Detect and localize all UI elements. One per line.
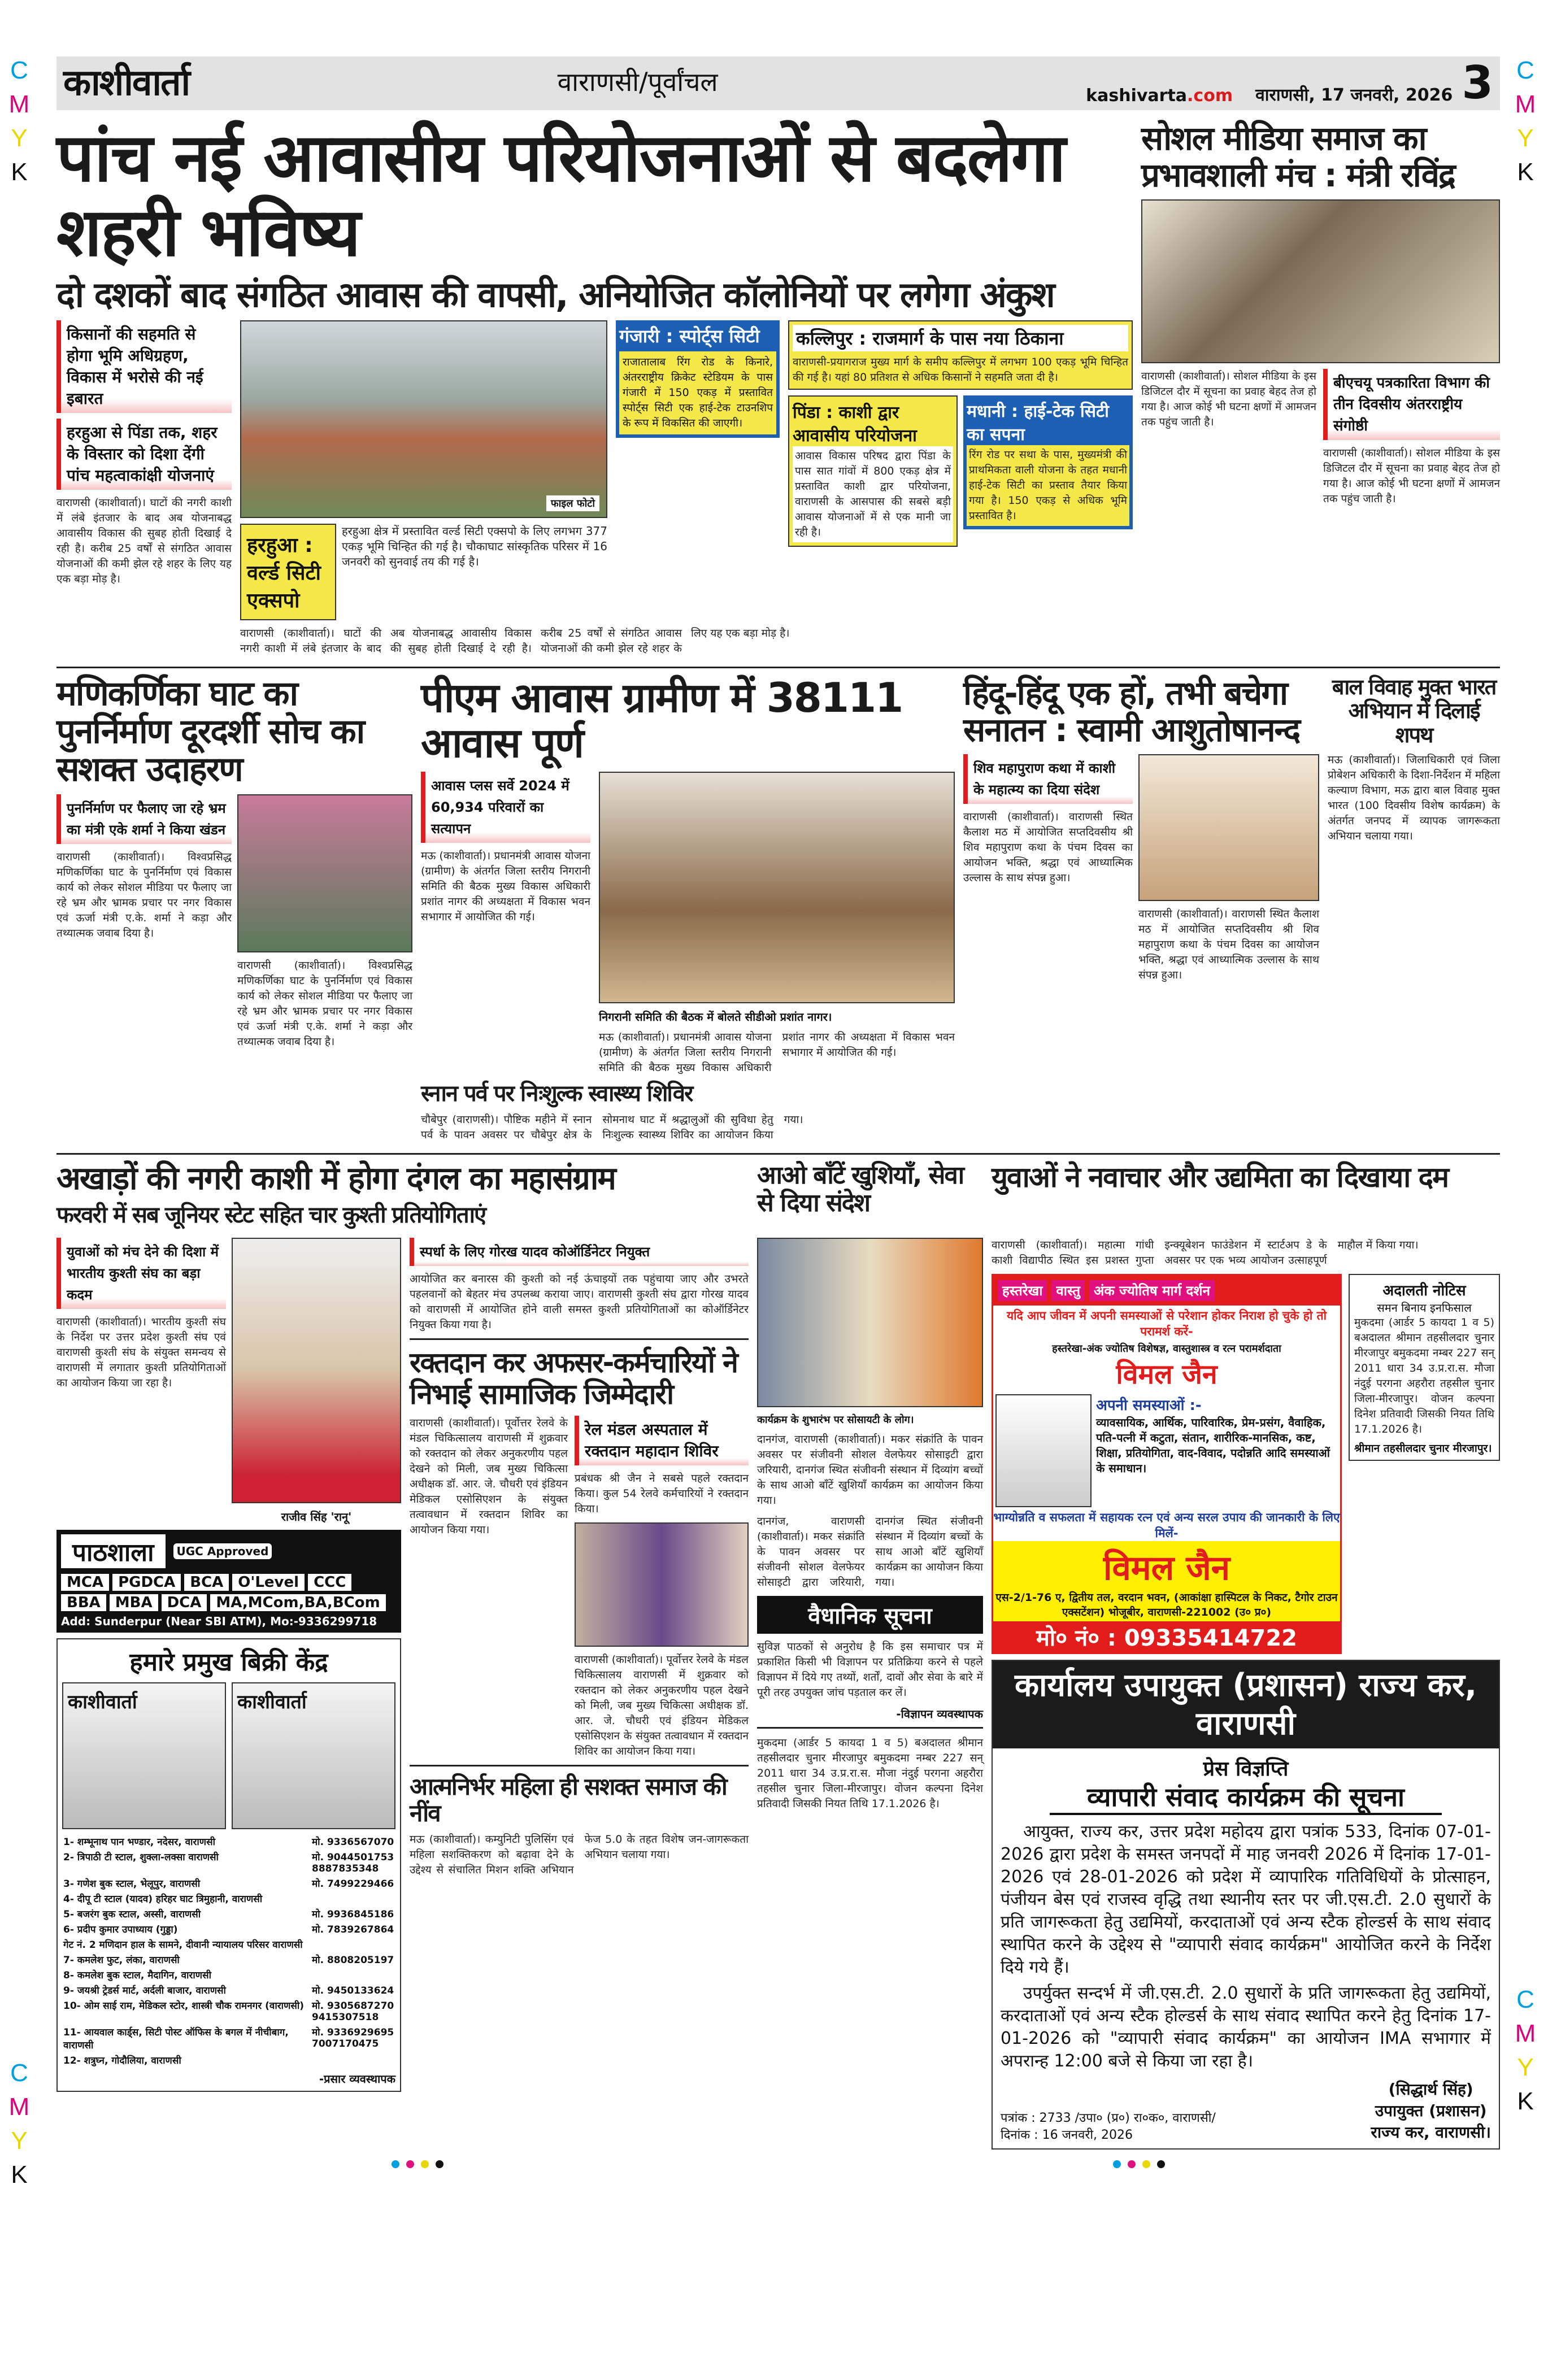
sales-phone	[311, 1967, 395, 1982]
kalipur-box	[788, 320, 1133, 390]
astro-line1: यदि आप जीवन में अपनी समस्याओं से परेशान होकर निराश हो चुके हो तो परामर्श करें-	[1006, 1309, 1327, 1339]
press-release-label: प्रेस विज्ञप्ति	[1203, 1757, 1289, 1781]
harhua-body: हरहुआ क्षेत्र में प्रस्तावित वर्ल्ड सिटी एक्सपो के लिए लगभग 377 एकड़ भूमि चिन्हित की गई है। चौकाघाट सांस्कृतिक परिसर में 16 जनवरी को सुनवाई तय की गई है।	[342, 524, 607, 568]
reg-y: Y	[1517, 2053, 1534, 2081]
reg-c: C	[10, 2059, 28, 2087]
ganjari-box	[616, 320, 780, 438]
color-bar-2	[1110, 2160, 1168, 2170]
course-badge: MBA	[110, 1594, 158, 1611]
registration-marks-right	[1514, 54, 1537, 189]
sales-phone	[311, 1891, 395, 1906]
khushiyan-body-2: दानगंज, वाराणसी (काशीवार्ता)। मकर संक्रांति के पावन अवसर पर संजीवनी सोशल वेलफेयर सोसाइटी द्वारा जरियारी, दानगंज स्थित संजीवनी संस्थान में दिव्यांग बच्चों के साथ आओ बाँटें खुशियाँ कार्यक्रम का आयोजन किया गया।	[757, 1515, 983, 1589]
khushiyan-headline: आओ बाँटें खुशियाँ, सेवा से दिया संदेश	[757, 1160, 964, 1218]
astro-line2: हस्तरेखा-अंक ज्योतिष विशेषज्ञ, वास्तुशास्त्र व रत्न परामर्शदाता	[1052, 1343, 1281, 1355]
state-tax-notice	[992, 1660, 1500, 2150]
sales-phone: मो. 9336929695 7007170475	[312, 2027, 394, 2050]
balvivah-story	[1328, 675, 1500, 845]
course-badge: CCC	[308, 1574, 351, 1591]
site-tld: .com	[1187, 86, 1233, 106]
course-badge: O'Level	[232, 1574, 305, 1591]
sales-phone: मो. 9044501753 8887835348	[312, 1852, 394, 1875]
problems-list: व्यावसायिक, आर्थिक, पारिवारिक, प्रेम-प्रसंग, वैवाहिक, पति-पत्नी में कटुता, संतान, शारीरिक-मानसिक, कष्ट, शिक्षा, प्रतियोगिता, वाद-विवाद, पदोन्नति आदि समस्याओं के समाधान।	[1096, 1416, 1330, 1476]
yuva-body: वाराणसी (काशीवार्ता)। महात्मा गांधी काशी विद्यापीठ स्थित इस प्रशस्त गुप्ता इन्क्यूबेशन फाउंडेशन में स्टार्टअप डे के अवसर पर एक भव्य आयोजन उत्साहपूर्ण माहौल में किया गया।	[992, 1239, 1419, 1267]
reg-k: K	[1517, 2087, 1534, 2115]
sales-name: 8- कमलेश बुक स्टाल, मैदागिन, वाराणसी	[63, 1970, 211, 1982]
site-name: kashivarta	[1086, 86, 1188, 106]
kalipur-title: कल्लिपुर : राजमार्ग के पास नया ठिकाना	[793, 325, 1128, 351]
reg-c: C	[10, 56, 28, 84]
akhara-headline: अखाड़ों की नगरी काशी में होगा दंगल का महासंग्राम	[56, 1160, 615, 1197]
notice-footer: श्रीमान तहसीलदार चुनार मीरजापुर।	[1354, 1442, 1492, 1455]
social-story	[1141, 120, 1500, 507]
sales-phone: मो. 9936845186	[312, 1909, 394, 1921]
sales-row	[62, 1952, 395, 1967]
kalipur-body: वाराणसी-प्रयागराज मुख्य मार्ग के समीप कल्लिपुर में लगभग 100 एकड़ भूमि चिन्हित की गई है। यहां 80 प्रतिशत से अधिक किसानों ने सहमति जता दी है।	[793, 355, 1128, 384]
hindu-kicker: शिव महापुराण कथा में काशी के महात्म्य का दिया संदेश	[963, 754, 1133, 804]
pmay-kicker: आवास प्लस सर्वे 2024 में 60,934 परिवारों का सत्यापन	[421, 772, 590, 843]
court-notice	[1349, 1274, 1500, 1461]
rajeev-photo-caption: राजीव सिंह 'रानू'	[281, 1510, 352, 1524]
sales-row	[62, 2024, 395, 2052]
reg-m: M	[8, 90, 30, 118]
registration-marks-bottom-right	[1514, 1983, 1537, 2118]
issue-date: वाराणसी, 17 जनवरी, 2026	[1255, 85, 1453, 105]
tax-notice-subtitle: व्यापारी संवाद कार्यक्रम की सूचना	[1050, 1782, 1442, 1815]
pinda-box	[788, 395, 958, 547]
raktdan-headline: रक्तदान कर अफसर-कर्मचारियों ने निभाई सामाजिक जिम्मेदारी	[410, 1338, 749, 1410]
pmay-headline: पीएम आवास ग्रामीण में 38111 आवास पूर्ण	[421, 673, 903, 767]
social-headline: सोशल मीडिया समाज का प्रभावशाली मंच : मंत्री रविंद्र	[1141, 119, 1455, 194]
registration-marks-bottom-left	[8, 2056, 31, 2192]
ref-number: पत्रांक : 2733 /उपा० (प्र०) रा०क०, वाराणसी/	[1001, 2111, 1216, 2125]
hindu-headline: हिंदू-हिंदू एक हों, तभी बचेगा सनातन : स्वामी आशुतोषानन्द	[963, 673, 1300, 749]
sales-row	[62, 1921, 395, 1937]
third-section	[56, 1238, 1500, 2150]
lead-kicker-1: किसानों की सहमति से होगा भूमि अधिग्रहण, विकास में भरोसे की नई इबारत	[56, 320, 232, 413]
social-body: वाराणसी (काशीवार्ता)। सोशल मीडिया के इस डिजिटल दौर में सूचना का प्रवाह बेहद तेज हो गया है। आज कोई भी घटना क्षणों में आमजन तक पहुंच जाती है।	[1141, 369, 1316, 428]
sales-name: 1- शम्भूनाथ पान भण्डार, नदेसर, वाराणसी	[63, 1837, 215, 1848]
lead-body: वाराणसी (काशीवार्ता)। घाटों की नगरी काशी में लंबे इंतजार के बाद अब योजनाबद्ध आवासीय विकास की सुबह होती दिखाई दे रही है। करीब 25 वर्षों से संगठित आवास योजनाओं की कमी झेल रहे शहर के लिए यह एक बड़ा मोड़ है।	[56, 496, 232, 585]
sales-row	[62, 1834, 395, 1849]
newspaper-stack-image-2: काशीवार्ता	[232, 1682, 395, 1829]
ugc-badge: UGC Approved	[173, 1543, 272, 1559]
reg-m: M	[1515, 2020, 1536, 2047]
sales-phone: मो. 9336567070	[312, 1837, 394, 1848]
sales-row	[62, 1876, 395, 1891]
lead-headline: पांच नई आवासीय परियोजनाओं से बदलेगा शहरी भविष्य	[56, 119, 1065, 272]
course-list	[61, 1574, 397, 1611]
hindu-story	[963, 675, 1319, 983]
color-bar	[388, 2160, 447, 2170]
sales-phone: मो. 8808205197	[312, 1955, 394, 1966]
ganjari-body: राजातालाब रिंग रोड के किनारे, अंतरराष्ट्रीय क्रिकेट स्टेडियम के पास गंजारी में 150 एकड़ में प्रस्तावित स्पोर्ट्स सिटी एक हाई-टेक टाउनशिप के रूप में विकसित की जाएगी।	[619, 351, 776, 434]
astro-phone[interactable]: मो० नं० : 09335414722	[993, 1621, 1340, 1652]
raktdan-body: वाराणसी (काशीवार्ता)। पूर्वोत्तर रेलवे के मंडल चिकित्सालय वाराणसी में शुक्रवार को रक्तदान को लेकर अनुकरणीय पहल देखने को मिली, जब मुख्य चिकित्सा अधीक्षक डॉ. आर. जे. चौधरी एवं इंडियन मेडिकल एसोसिएशन के संयुक्त तत्वावधान में रक्तदान शिविर का आयोजन किया गया।	[410, 1417, 568, 1537]
sales-name: गेट नं. 2 मणिदान हाल के सामने, दीवानी न्यायालय परिसर वाराणसी	[63, 1939, 303, 1951]
sales-name: 10- ओम साई राम, मेडिकल स्टोर, शास्त्री चौक रामनगर (वाराणसी)	[63, 2000, 305, 2012]
akhara-subhead: फरवरी में सब जूनियर स्टेट सहित चार कुश्ती प्रतियोगिताएं	[56, 1202, 486, 1228]
astro-name-top: विमल जैन	[1116, 1359, 1217, 1391]
photo-caption: फाइल फोटो	[546, 495, 599, 511]
sales-row	[62, 1998, 395, 2024]
vaidhanik-body: सुविज्ञ पाठकों से अनुरोध है कि इस समाचार पत्र में प्रकाशित किसी भी विज्ञापन पर प्रतिक्रिया करने से पहले विज्ञापन में दिये गए तथ्यों, शर्तों, दावों और सेवा के बारे में पूरी तरह उपयुक्त जांच पड़ताल कर लें।	[757, 1641, 983, 1699]
blood-donation-photo	[575, 1522, 749, 1647]
lead-continued: वाराणसी (काशीवार्ता)। घाटों की नगरी काशी में लंबे इंतजार के बाद अब योजनाबद्ध आवासीय विकास की सुबह होती दिखाई दे रही है। करीब 25 वर्षों से संगठित आवास योजनाओं की कमी झेल रहे शहर के लिए यह एक बड़ा मोड़ है।	[240, 626, 790, 655]
sales-phone: मो. 9305687270 9415307518	[312, 2000, 394, 2024]
newspaper-stack-image: काशीवार्ता	[62, 1682, 226, 1829]
atmanirbhar-body: मऊ (काशीवार्ता)। कम्युनिटी पुलिसिंग एवं महिला सशक्तिकरण को बढ़ावा देने के उद्देश्य से संचालित मिशन शक्ति अभियान फेज 5.0 के तहत विशेष जन-जागरूकता अभियान चलाया गया।	[410, 1833, 749, 1877]
sales-name: 9- जयश्री ट्रेडर्स मार्ट, अर्दली बाजार, वाराणसी	[63, 1985, 226, 1997]
sales-name: 7- कमलेश फुट, लंका, वाराणसी	[63, 1955, 180, 1966]
akhara-kicker-2: स्पर्धा के लिए गोरख यादव कोऑर्डिनेटर नियुक्त	[410, 1238, 749, 1266]
notice-title: अदालती नोटिस	[1382, 1282, 1466, 1300]
astro-line3: भाग्योन्नति व सफलता में सहायक रत्न एवं अन्य सरल उपाय की जानकारी के लिए मिलें-	[993, 1511, 1340, 1541]
astro-address: एस-2/1-76 ए, द्वितीय तल, वरदान भवन, (आकांक्षा हास्पिटल के निकट, टैगोर टाउन एक्सटेंशन) भोजूबीर, वाराणसी-221002 (उ० प्र०)	[995, 1591, 1338, 1619]
reg-y: Y	[1517, 124, 1534, 152]
tag-vastu: वास्तु	[1051, 1280, 1085, 1301]
social-body-2: वाराणसी (काशीवार्ता)। सोशल मीडिया के इस डिजिटल दौर में सूचना का प्रवाह बेहद तेज हो गया है। आज कोई भी घटना क्षणों में आमजन तक पहुंच जाती है।	[1323, 446, 1500, 505]
sales-centres	[56, 1638, 401, 2092]
social-kicker: बीएचयू पत्रकारिता विभाग की तीन दिवसीय अंतरराष्ट्रीय संगोष्ठी	[1323, 369, 1500, 440]
sales-name: 5- बजरंग बुक स्टाल, अस्सी, वाराणसी	[63, 1909, 201, 1921]
page-number: 3	[1462, 56, 1493, 109]
third-section-headlines	[56, 1153, 1500, 1228]
sales-name: 12- शत्रुघ्न, गोदौलिया, वाराणसी	[63, 2055, 181, 2067]
hindu-body-2: वाराणसी (काशीवार्ता)। वाराणसी स्थित कैलाश मठ में आयोजित सप्तदिवसीय श्री शिव महापुराण कथा के पंचम दिवस का आयोजन भक्ति, श्रद्धा एवं आध्यात्मिक उल्लास के साथ संपन्न हुआ।	[1138, 907, 1319, 981]
sales-row	[62, 1849, 395, 1876]
course-badge: MCA	[61, 1574, 109, 1591]
reg-y: Y	[11, 124, 28, 152]
course-badge: BCA	[184, 1574, 229, 1591]
pinda-title: पिंडा : काशी द्वार आवासीय परियोजना	[793, 402, 917, 446]
sales-row	[62, 2052, 395, 2068]
another-notice-body: मुकदमा (आर्डर 5 कायदा 1 व 5) बअदालत श्रीमान तहसीलदार चुनार मीरजापुर बमुकदमा नम्बर 227 सन् 2011 धारा 34 उ.प्र.रा.स. मौजा नंदुई परगना अहरौरा तहसील चुनार जिला-मीरजापुर। वोजन कल्पना दिनेश प्रतिवादी जिसकी नियत तिथि 17.1.2026 है।	[757, 1727, 983, 1812]
course-badge: DCA	[162, 1594, 207, 1611]
course-badge: MA,MCom,BA,BCom	[210, 1594, 385, 1611]
tax-notice-para-1: आयुक्त, राज्य कर, उत्तर प्रदेश महोदय द्वारा पत्रांक 533, दिनांक 07-01-2026 द्वारा प्रदेश के समस्त जनपदों में माह जनवरी 2026 में दिनांक 17-01-2026 एवं 28-01-2026 को प्रदेश में व्यापारिक गतिविधियों के प्रोत्साहन, पंजीयन बेस एवं राजस्व वृद्धि तथा स्थानीय स्तर पर जी.एस.टी. 2.0 सुधारों के प्रति जागरूकता हेतु उद्यमियों, करदाताओं एवं अन्य स्टैक होल्डर्स के साथ संवाद स्थापित करने के उद्देश्य से "व्यापारी संवाद कार्यक्रम" आयोजित करने के निर्देश दिये गये हैं।	[1001, 1821, 1491, 1977]
swami-photo	[1138, 754, 1319, 901]
yuva-headline: युवाओं ने नवाचार और उद्यमिता का दिखाया दम	[992, 1160, 1448, 1194]
pathshala-ad	[56, 1530, 401, 1633]
seminar-photo	[1141, 199, 1500, 363]
sales-footer: -प्रसार व्यवस्थापक	[319, 2072, 395, 2086]
raktdan-body-3: वाराणसी (काशीवार्ता)। पूर्वोत्तर रेलवे के मंडल चिकित्सालय वाराणसी में शुक्रवार को रक्तदान को लेकर अनुकरणीय पहल देखने को मिली, जब मुख्य चिकित्सा अधीक्षक डॉ. आर. जे. चौधरी एवं इंडियन मेडिकल एसोसिएशन के संयुक्त तत्वावधान में रक्तदान शिविर का आयोजन किया गया।	[575, 1654, 749, 1758]
course-badge: PGDCA	[112, 1574, 181, 1591]
meeting-caption: निगरानी समिति की बैठक में बोलते सीडीओ प्रशांत नागर।	[599, 1010, 832, 1024]
manikarnika-body: वाराणसी (काशीवार्ता)। विश्वप्रसिद्ध मणिकर्णिका घाट के पुनर्निर्माण एवं विकास कार्य को लेकर सोशल मीडिया पर फैलाए जा रहे भ्रम और भ्रामक प्रचार पर नगर विकास एवं ऊर्जा मंत्री ए.के. शर्मा ने कड़ा और तथ्यात्मक जवाब दिया है।	[56, 851, 232, 940]
sales-name: 4- दीपू टी स्टाल (यादव) हरिहर घाट त्रिमुहानी, वाराणसी	[63, 1894, 263, 1905]
atmanirbhar-headline: आत्मनिर्भर महिला ही सशक्त समाज की नींव	[410, 1765, 749, 1826]
signer-office: राज्य कर, वाराणसी।	[1371, 2122, 1491, 2142]
madhani-title: मधानी : हाई-टेक सिटी का सपना	[967, 401, 1109, 445]
astrology-ad	[992, 1274, 1342, 1654]
harhua-label: हरहुआ : वर्ल्ड सिटी एक्सपो	[240, 524, 336, 620]
sales-name: 11- आयवाल कार्ड्स, सिटी पोस्ट ऑफिस के बगल में नीचीबाग, वाराणसी	[63, 2027, 289, 2052]
pmay-body: मऊ (काशीवार्ता)। प्रधानमंत्री आवास योजना (ग्रामीण) के अंतर्गत जिला स्तरीय निगरानी समिति की बैठक मुख्य विकास अधिकारी प्रशांत नागर की अध्यक्षता में विकास भवन सभागार में आयोजित की गई।	[421, 850, 590, 923]
society-caption: कार्यक्रम के शुभारंभ पर सोसायटी के लोग।	[757, 1414, 914, 1426]
balvivah-body: मऊ (काशीवार्ता)। जिलाधिकारी एवं जिला प्रोबेशन अधिकारी के दिशा-निर्देशन में महिला कल्याण विभाग, मऊ द्वारा बाल विवाह मुक्त भारत (100 दिवसीय विशेष कार्यक्रम) के अंतर्गत जनपद में व्यापक जागरूकता अभियान चलाया गया।	[1328, 754, 1500, 843]
sales-table	[62, 1834, 395, 2068]
section-title: वाराणसी/पूर्वांचल	[557, 66, 718, 97]
reg-y: Y	[11, 2127, 28, 2155]
sales-row	[62, 1967, 395, 1982]
khushiyan-body: दानगंज, वाराणसी (काशीवार्ता)। मकर संक्रांति के पावन अवसर पर संजीवनी सोशल वेलफेयर सोसाइटी द्वारा जरियारी, दानगंज स्थित संजीवनी संस्थान में दिव्यांग बच्चों के साथ आओ बाँटें खुशियाँ कार्यक्रम का आयोजन किया गया।	[757, 1433, 983, 1507]
raktdan-kicker: रेल मंडल अस्पताल में रक्तदान महादान शिविर	[575, 1416, 749, 1465]
minister-photo	[237, 794, 412, 952]
reg-k: K	[11, 158, 28, 186]
reg-k: K	[11, 2161, 28, 2188]
notice-body: मुकदमा (आर्डर 5 कायदा 1 व 5) बअदालत श्रीमान तहसीलदार चुनार मीरजापुर बमुकदमा नम्बर 227 सन् 2011 धारा 34 उ.प्र.रा.स. मौजा नंदुई परगना अहरौरा तहसील चुनार जिला-मीरजापुर। वोजन कल्पना दिनेश प्रतिवादी जिसकी नियत तिथि 17.1.2026 है।	[1354, 1316, 1494, 1436]
tax-notice-para-2: उपर्युक्त सन्दर्भ में जी.एस.टी. 2.0 सुधारों के प्रति जागरूकता हेतु उद्यमियों, करदाताओं एवं अन्य स्टैक होल्डर्स के साथ संवाद स्थापित करने हेतु दिनांक 17-01-2026 को "व्यापारी संवाद कार्यक्रम" का आयोजन IMA सभागार में अपरान्ह 12:00 बजे से किया जा रहा है।	[1001, 1983, 1491, 2071]
reg-m: M	[1515, 90, 1536, 118]
society-photo	[757, 1238, 983, 1407]
registration-marks-left	[8, 54, 31, 189]
sales-name: 3- गणेश बुक स्टाल, भेलूपुर, वाराणसी	[63, 1878, 201, 1890]
sales-phone: मो. 7499229466	[312, 1878, 394, 1890]
ref-date: दिनांक : 16 जनवरी, 2026	[1001, 2127, 1133, 2142]
sales-row	[62, 1937, 395, 1952]
manikarnika-story	[56, 675, 412, 1050]
tag-palmistry: हस्तरेखा	[998, 1280, 1047, 1301]
course-badge: BBA	[61, 1594, 106, 1611]
madhani-box	[963, 395, 1133, 529]
tag-numerology: अंक ज्योतिष मार्ग दर्शन	[1089, 1280, 1215, 1301]
page-header	[56, 56, 1500, 110]
pinda-body: आवास विकास परिषद द्वारा पिंडा के पास सात गांवों में 800 एकड़ क्षेत्र में प्रस्तावित काशी द्वार परियोजना, वाराणसी के आसपास की सबसे बड़ी आवास योजनाओं में से एक मानी जा रही है।	[793, 446, 953, 542]
lead-subhead: दो दशकों बाद संगठित आवास की वापसी, अनियोजित कॉलोनियों पर लगेगा अंकुश	[56, 274, 1054, 316]
second-section	[56, 667, 1500, 1143]
sales-row	[62, 1891, 395, 1906]
problems-title: अपनी समस्याओं :-	[1096, 1397, 1202, 1415]
manikarnika-body-2: वाराणसी (काशीवार्ता)। विश्वप्रसिद्ध मणिकर्णिका घाट के पुनर्निर्माण एवं विकास कार्य को लेकर सोशल मीडिया पर फैलाए जा रहे भ्रम और भ्रामक प्रचार पर नगर विकास एवं ऊर्जा मंत्री ए.के. शर्मा ने कड़ा और तथ्यात्मक जवाब दिया है।	[237, 959, 412, 1048]
madhani-body: रिंग रोड पर सथा के पास, मुख्यमंत्री की प्राथमिकता वाली योजना के तहत मधानी हाई-टेक सिटी का प्रस्ताव तैयार किया गया है। 150 एकड़ से अधिक भूमि प्रस्तावित है।	[967, 445, 1129, 526]
top-section	[56, 120, 1500, 656]
lead-kicker-2: हरहुआ से पिंडा तक, शहर के विस्तार को दिशा देंगी पांच महत्वाकांक्षी योजनाएं	[56, 419, 232, 490]
reg-c: C	[1516, 56, 1534, 84]
balvivah-headline: बाल विवाह मुक्त भारत अभियान में दिलाई शपथ	[1332, 674, 1496, 747]
sales-phone	[311, 1937, 395, 1952]
akhara-body: वाराणसी (काशीवार्ता)। भारतीय कुश्ती संघ के निर्देश पर उत्तर प्रदेश कुश्ती संघ एवं वाराणसी कुश्ती संघ के संयुक्त समन्वय से वाराणसी में लगातार कुश्ती प्रतियोगिताओं का आयोजन किया जा रहा है।	[56, 1316, 226, 1390]
sales-name: 6- प्रदीप कुमार उपाध्याय (गुड्डा)	[63, 1924, 178, 1936]
newspaper-page	[56, 56, 1500, 2187]
rajeev-singh-photo	[232, 1238, 401, 1503]
snan-body: चौबेपुर (वाराणसी)। पौष्टिक महीने में स्नान पर्व के पावन अवसर पर चौबेपुर क्षेत्र के सोमनाथ घाट में श्रद्धालुओं की सुविधा हेतु निःशुल्क स्वास्थ्य शिविर का आयोजन किया गया।	[421, 1113, 803, 1141]
manikarnika-headline: मणिकर्णिका घाट का पुनर्निर्माण दूरदर्शी सोच का सशक्त उदाहरण	[56, 673, 364, 790]
akhara-kicker: युवाओं को मंच देने की दिशा में भारतीय कुश्ती संघ का बड़ा कदम	[56, 1238, 226, 1309]
sales-phone	[311, 2052, 395, 2068]
vaidhanik-footer: -विज्ञापन व्यवस्थापक	[896, 1707, 983, 1721]
notice-court: समन बिनाय इनफिसाल	[1377, 1301, 1472, 1315]
sales-name: 2- त्रिपाठी टी स्टाल, शुक्ला-लक्सा वाराणसी	[63, 1852, 219, 1864]
pathshala-address: Add: Sunderpur (Near SBI ATM), Mo:-9336299718	[61, 1615, 377, 1629]
lead-story	[56, 120, 1133, 656]
sales-title: हमारे प्रमुख बिक्री केंद्र	[129, 1648, 328, 1677]
astrologer-photo	[995, 1394, 1092, 1507]
website-link[interactable]	[1086, 86, 1233, 106]
tax-notice-title: कार्यालय उपायुक्त (प्रशासन) राज्य कर, वाराणसी	[993, 1661, 1499, 1748]
reg-m: M	[8, 2093, 30, 2121]
sales-phone: मो. 7839267864	[312, 1924, 394, 1936]
hindu-body: वाराणसी (काशीवार्ता)। वाराणसी स्थित कैलाश मठ में आयोजित सप्तदिवसीय श्री शिव महापुराण कथा के पंचम दिवस का आयोजन भक्ति, श्रद्धा एवं आध्यात्मिक उल्लास के साथ संपन्न हुआ।	[963, 810, 1133, 884]
reg-k: K	[1517, 158, 1534, 186]
signer-name: (सिद्धार्थ सिंह)	[1388, 2079, 1473, 2099]
sales-phone: मो. 9450133624	[312, 1985, 394, 1997]
manikarnika-kicker: पुनर्निर्माण पर फैलाए जा रहे भ्रम का मंत्री एके शर्मा ने किया खंडन	[56, 794, 232, 844]
raktdan-body-2: प्रबंधक श्री जैन ने सबसे पहले रक्तदान किया। कुल 54 रेलवे कर्मचारियों ने रक्तदान किया।	[575, 1472, 749, 1516]
sales-row	[62, 1906, 395, 1921]
ganjari-title: गंजारी : स्पोर्ट्स सिटी	[619, 325, 760, 347]
vaidhanik-title: वैधानिक सूचना	[757, 1596, 983, 1634]
housing-photo	[240, 320, 607, 518]
masthead-logo: काशीवार्ता	[63, 62, 190, 104]
pathshala-name: पाठशाला	[61, 1534, 166, 1568]
signer-title: उपायुक्त (प्रशासन)	[1375, 2101, 1487, 2120]
pmay-body-2: मऊ (काशीवार्ता)। प्रधानमंत्री आवास योजना (ग्रामीण) के अंतर्गत जिला स्तरीय निगरानी समिति की बैठक मुख्य विकास अधिकारी प्रशांत नागर की अध्यक्षता में विकास भवन सभागार में आयोजित की गई।	[599, 1031, 955, 1074]
astro-name: विमल जैन	[1103, 1548, 1230, 1589]
meeting-photo	[599, 772, 955, 1003]
reg-c: C	[1516, 1986, 1534, 2013]
akhara-body-2: आयोजित कर बनारस की कुश्ती को नई ऊंचाइयों तक पहुंचाया जाए और उभरते पहलवानों को बेहतर मंच उपलब्ध कराया जाए। वाराणसी कुश्ती संघ द्वारा गोरख यादव को वाराणसी में आयोजित होने वाली समस्त कुश्ती प्रतियोगिताओं का कोऑर्डिनेटर नियुक्त किया गया है।	[410, 1273, 749, 1332]
sales-row	[62, 1982, 395, 1998]
snan-headline: स्नान पर्व पर निःशुल्क स्वास्थ्य शिविर	[421, 1081, 693, 1107]
pmay-story	[421, 675, 955, 1143]
